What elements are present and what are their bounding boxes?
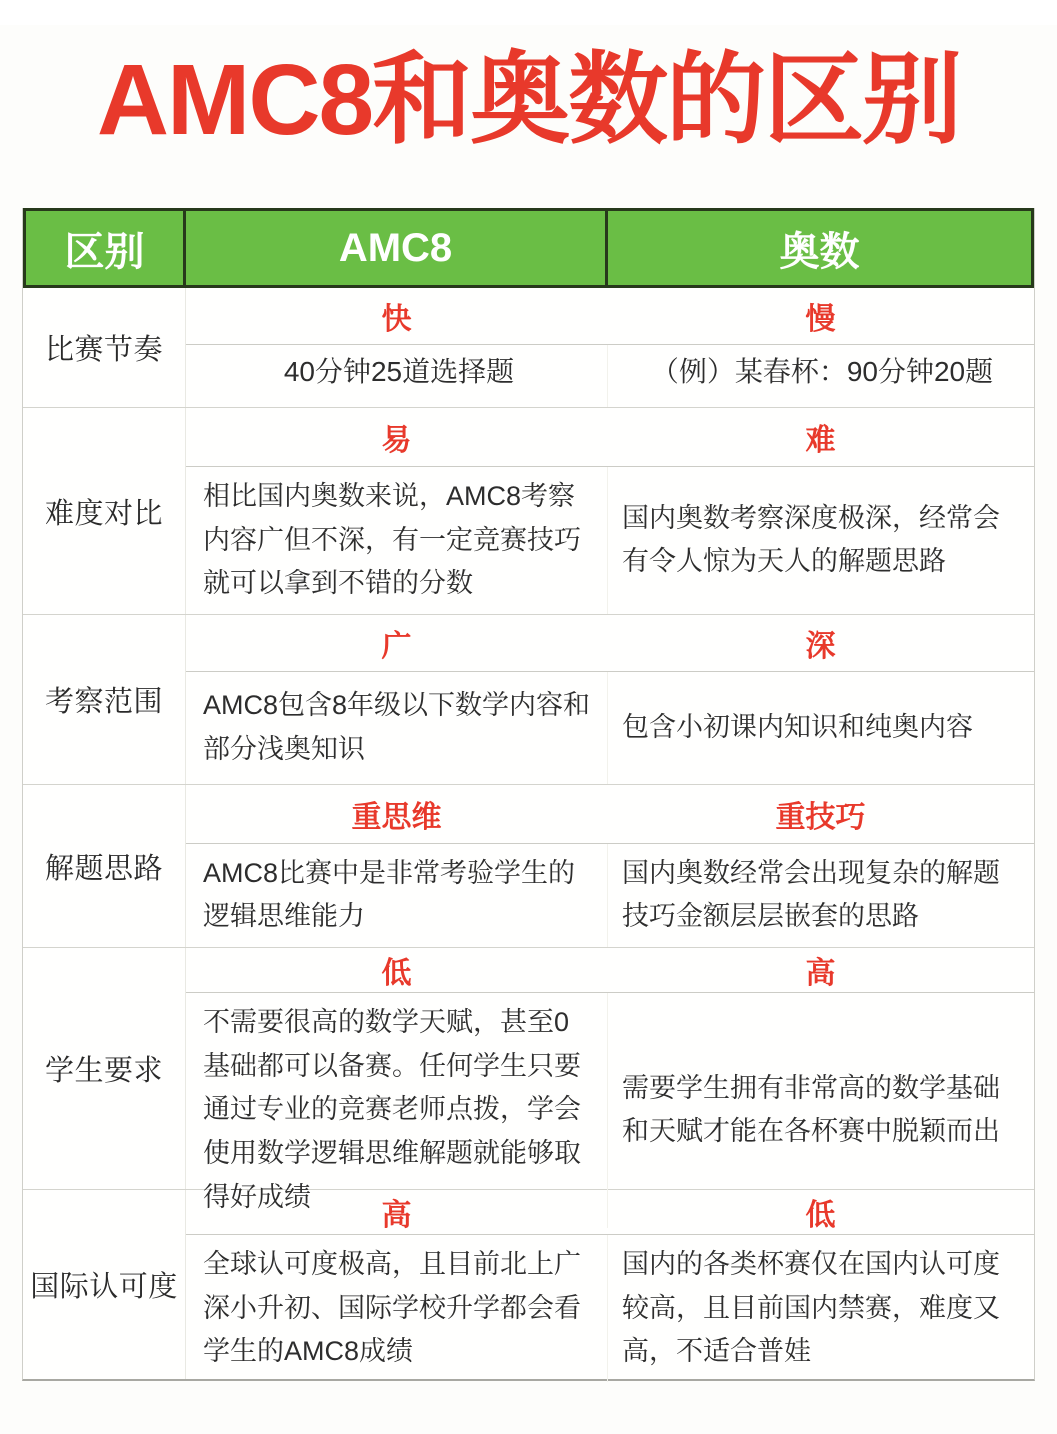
aoshu-description: 国内奥数考察深度极深，经常会有令人惊为天人的解题思路 (607, 467, 1034, 614)
row-content (185, 288, 1034, 407)
amc8-description: 全球认可度极高，且目前北上广深小升初、国际学校升学都会看学生的AMC8成绩 (203, 1249, 581, 1367)
table-row-student-requirement (23, 948, 1034, 1212)
aoshu-keyword: 难 (805, 423, 836, 457)
header-cell-difference: 区别 (26, 211, 186, 285)
aoshu-description: 包含小初课内知识和纯奥内容 (607, 672, 1034, 784)
aoshu-keyword: 深 (805, 630, 836, 663)
amc8-keyword: 快 (381, 303, 412, 336)
description-row (186, 672, 1034, 784)
amc8-keyword: 易 (381, 423, 412, 457)
page-title: AMC8和奥数的区别 (96, 44, 961, 156)
amc8-description: 40分钟25道选择题 (283, 356, 515, 388)
description-row (186, 467, 1034, 614)
row-label: 国际认可度 (30, 1271, 178, 1303)
aoshu-description: （例）某春杯：90分钟20题 (607, 345, 1034, 407)
table-row-approach (23, 785, 1034, 948)
table-row-pace (23, 288, 1034, 408)
row-content (185, 948, 1034, 1212)
row-label: 考察范围 (44, 686, 163, 718)
row-label: 难度对比 (44, 497, 163, 530)
amc8-keyword: 广 (381, 630, 412, 663)
comparison-table (22, 208, 1035, 1381)
keyword-row (186, 948, 1034, 993)
amc8-description: AMC8包含8年级以下数学内容和部分浅奥知识 (203, 690, 591, 764)
row-label: 解题思路 (44, 852, 163, 885)
aoshu-description: 国内的各类杯赛仅在国内认可度较高，且目前国内禁赛，难度又高，不适合普娃 (607, 1235, 1034, 1382)
amc8-description: AMC8比赛中是非常考验学生的逻辑思维能力 (203, 857, 576, 932)
infographic-page (0, 25, 1057, 1434)
row-label: 学生要求 (44, 1055, 163, 1087)
table-header-row (23, 208, 1034, 288)
amc8-keyword: 重思维 (351, 800, 442, 834)
aoshu-description: 需要学生拥有非常高的数学基础和天赋才能在各杯赛中脱颖而出 (607, 993, 1034, 1228)
row-content (185, 1190, 1034, 1379)
row-content (185, 615, 1034, 784)
aoshu-description: 国内奥数经常会出现复杂的解题技巧金额层层嵌套的思路 (607, 844, 1034, 947)
row-label: 比赛节奏 (44, 334, 163, 366)
keyword-row (186, 288, 1034, 345)
table-row-difficulty (23, 408, 1034, 615)
amc8-keyword: 低 (381, 957, 412, 990)
keyword-row (186, 408, 1034, 467)
description-row (186, 844, 1034, 947)
amc8-description: 不需要很高的数学天赋，甚至0基础都可以备赛。任何学生只要通过专业的竞赛老师点拨，学会使用数学逻辑思维解题就能够取得好成绩 (203, 1007, 581, 1212)
header-cell-aoshu: 奥数 (779, 229, 860, 274)
description-row (186, 1235, 1034, 1382)
aoshu-keyword: 慢 (805, 303, 836, 336)
keyword-row (186, 1190, 1034, 1235)
row-content (185, 785, 1034, 947)
header-cell-amc8: AMC8 (186, 211, 608, 285)
amc8-description: 相比国内奥数来说，AMC8考察内容广但不深，有一定竞赛技巧就可以拿到不错的分数 (203, 480, 581, 599)
amc8-keyword: 高 (381, 1199, 412, 1232)
row-content (185, 408, 1034, 614)
keyword-row (186, 785, 1034, 844)
aoshu-keyword: 低 (805, 1199, 836, 1232)
table-row-recognition (23, 1190, 1034, 1379)
aoshu-keyword: 重技巧 (775, 800, 866, 834)
description-row (186, 345, 1034, 407)
aoshu-keyword: 高 (805, 957, 836, 990)
table-row-scope (23, 615, 1034, 785)
keyword-row (186, 615, 1034, 672)
